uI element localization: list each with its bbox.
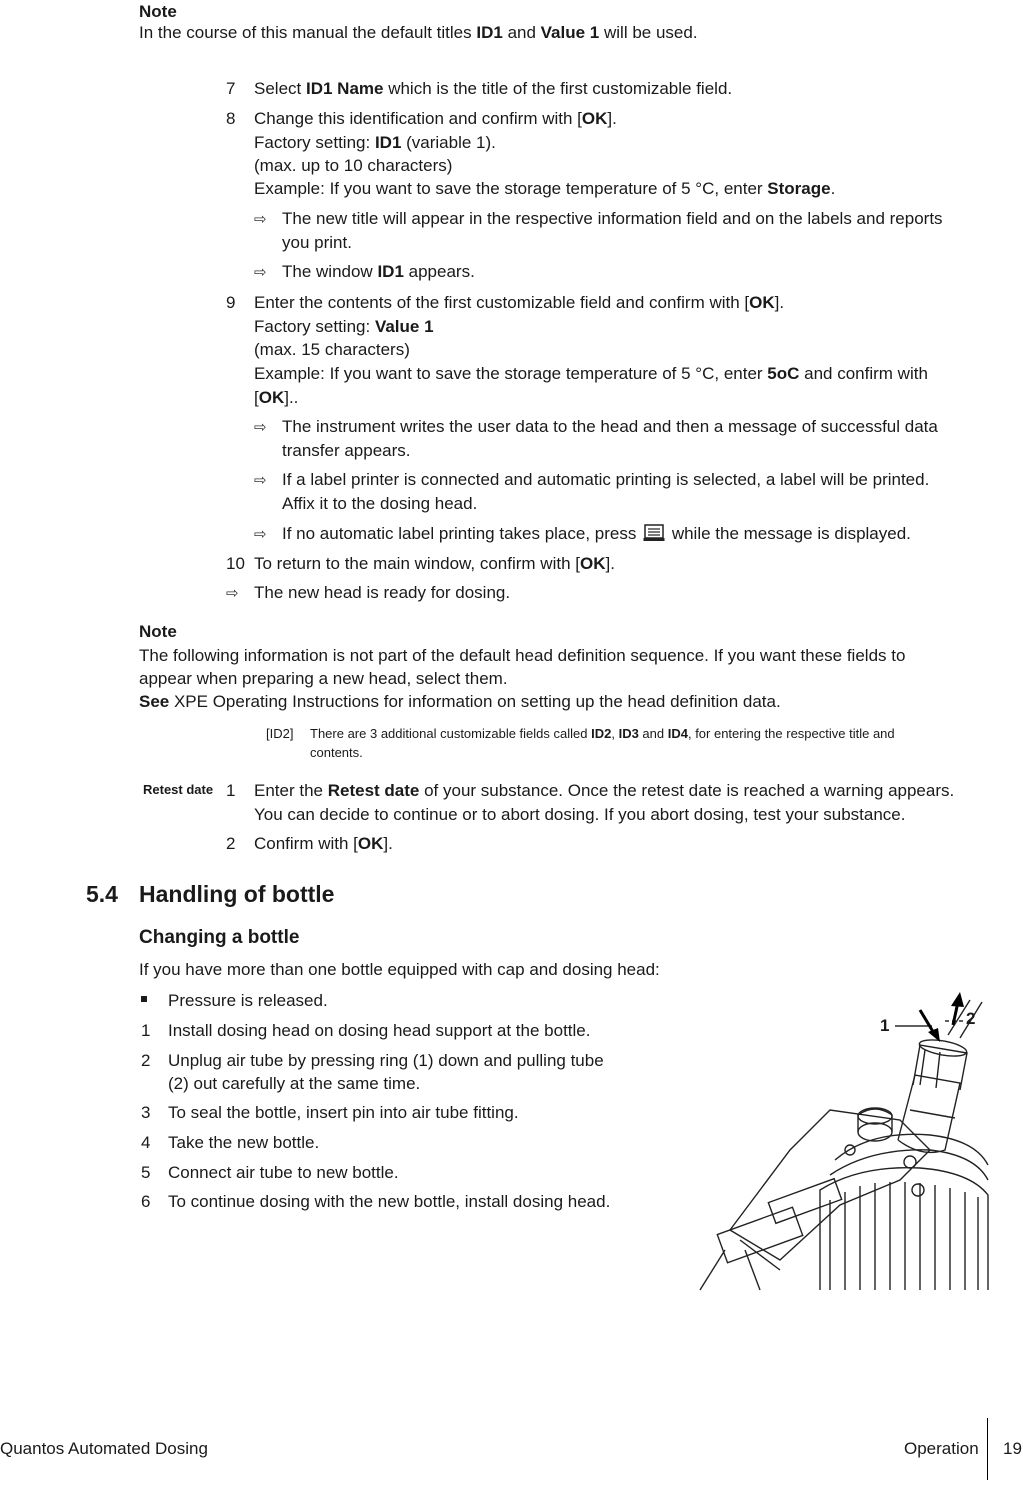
id2-label: [ID2] [266,726,294,741]
step-number: 8 [226,109,236,128]
result-text: Affix it to the dosing head. [282,494,478,513]
result-text: If a label printer is connected and automatic printing is selected, a label will be printed. [282,470,930,489]
note-heading: Note [139,622,177,641]
step-text: You can decide to continue or to abort dosing. If you abort dosing, test your substance. [254,805,906,824]
step-number: 1 [226,781,236,800]
result-text: transfer appears. [282,441,411,460]
step-number: 4 [141,1133,151,1152]
step-number: 3 [141,1103,151,1122]
step-text: Unplug air tube by pressing ring (1) down and pulling tube [168,1051,604,1070]
bullet-text: Pressure is released. [168,991,328,1010]
section-number: 5.4 [86,881,118,907]
step-text: Enter the contents of the first customizable field and confirm with [OK]. [254,293,785,312]
bottle-illustration [670,990,990,1300]
step-text: (max. up to 10 characters) [254,156,453,175]
step-number: 2 [226,834,236,853]
footer-product: Quantos Automated Dosing [0,1439,208,1458]
result-arrow-icon: ⇨ [254,264,267,281]
result-text: The window ID1 appears. [282,262,475,281]
step-text: Example: If you want to save the storage temperature of 5 °C, enter 5oC and confirm with [254,364,928,383]
step-number: 9 [226,293,236,312]
step-text: To return to the main window, confirm with [OK]. [254,554,615,573]
step-text: Connect air tube to new bottle. [168,1163,399,1182]
step-text: Take the new bottle. [168,1133,320,1152]
result-text: The new title will appear in the respective information field and on the labels and reports [282,209,943,228]
step-text: Change this identification and confirm with [OK]. [254,109,617,128]
note-text: See XPE Operating Instructions for information on setting up the head definition data. [139,692,781,711]
step-text: Enter the Retest date of your substance. Once the retest date is reached a warning appears. [254,781,955,800]
step-text: (max. 15 characters) [254,340,410,359]
note-text: The following information is not part of the default head definition sequence. If you want these fields to [139,646,906,665]
step-text: Example: If you want to save the storage temperature of 5 °C, enter Storage. [254,179,836,198]
page-number: 19 [1003,1439,1022,1458]
step-number: 7 [226,79,236,98]
id2-text: contents. [310,745,363,760]
step-number: 2 [141,1051,151,1070]
step-text: Confirm with [OK]. [254,834,393,853]
step-text: Factory setting: ID1 (variable 1). [254,133,496,152]
note-heading: Note [139,2,177,21]
result-text: The new head is ready for dosing. [254,583,511,602]
result-text: The instrument writes the user data to the head and then a message of successful data [282,417,938,436]
intro-text: If you have more than one bottle equipped with cap and dosing head: [139,960,660,979]
result-arrow-icon: ⇨ [226,585,239,602]
step-number: 1 [141,1021,151,1040]
result-arrow-icon: ⇨ [254,419,267,436]
step-text: Factory setting: Value 1 [254,317,434,336]
callout-2: 2 [966,1009,976,1028]
step-number: 5 [141,1163,151,1182]
step-text: To seal the bottle, insert pin into air tube fitting. [168,1103,519,1122]
step-text: Install dosing head on dosing head support at the bottle. [168,1021,591,1040]
step-number: 6 [141,1192,151,1211]
result-text: you print. [282,233,352,252]
step-text: [OK].. [254,388,299,407]
bullet-icon [141,996,147,1002]
step-text: (2) out carefully at the same time. [168,1074,421,1093]
section-title: Handling of bottle [139,881,335,907]
retest-side-label: Retest date [143,782,214,797]
step-number: 10 [226,554,245,573]
footer-divider [987,1418,988,1480]
id2-text: There are 3 additional customizable fields called ID2, ID3 and ID4, for entering the respective title and [310,726,895,741]
step-text: Select ID1 Name which is the title of the first customizable field. [254,79,733,98]
print-key-icon [643,524,665,549]
footer-section: Operation [904,1439,979,1458]
result-arrow-icon: ⇨ [254,211,267,228]
note-text: appear when preparing a new head, select them. [139,669,508,688]
callout-1: 1 [880,1016,890,1035]
result-arrow-icon: ⇨ [254,526,267,543]
subsection-title: Changing a bottle [139,927,300,948]
note-text: In the course of this manual the default titles ID1 and Value 1 will be used. [139,23,698,42]
step-text: To continue dosing with the new bottle, install dosing head. [168,1192,611,1211]
result-text: If no automatic label printing takes place, press while the message is displayed. [282,522,911,549]
result-arrow-icon: ⇨ [254,472,267,489]
